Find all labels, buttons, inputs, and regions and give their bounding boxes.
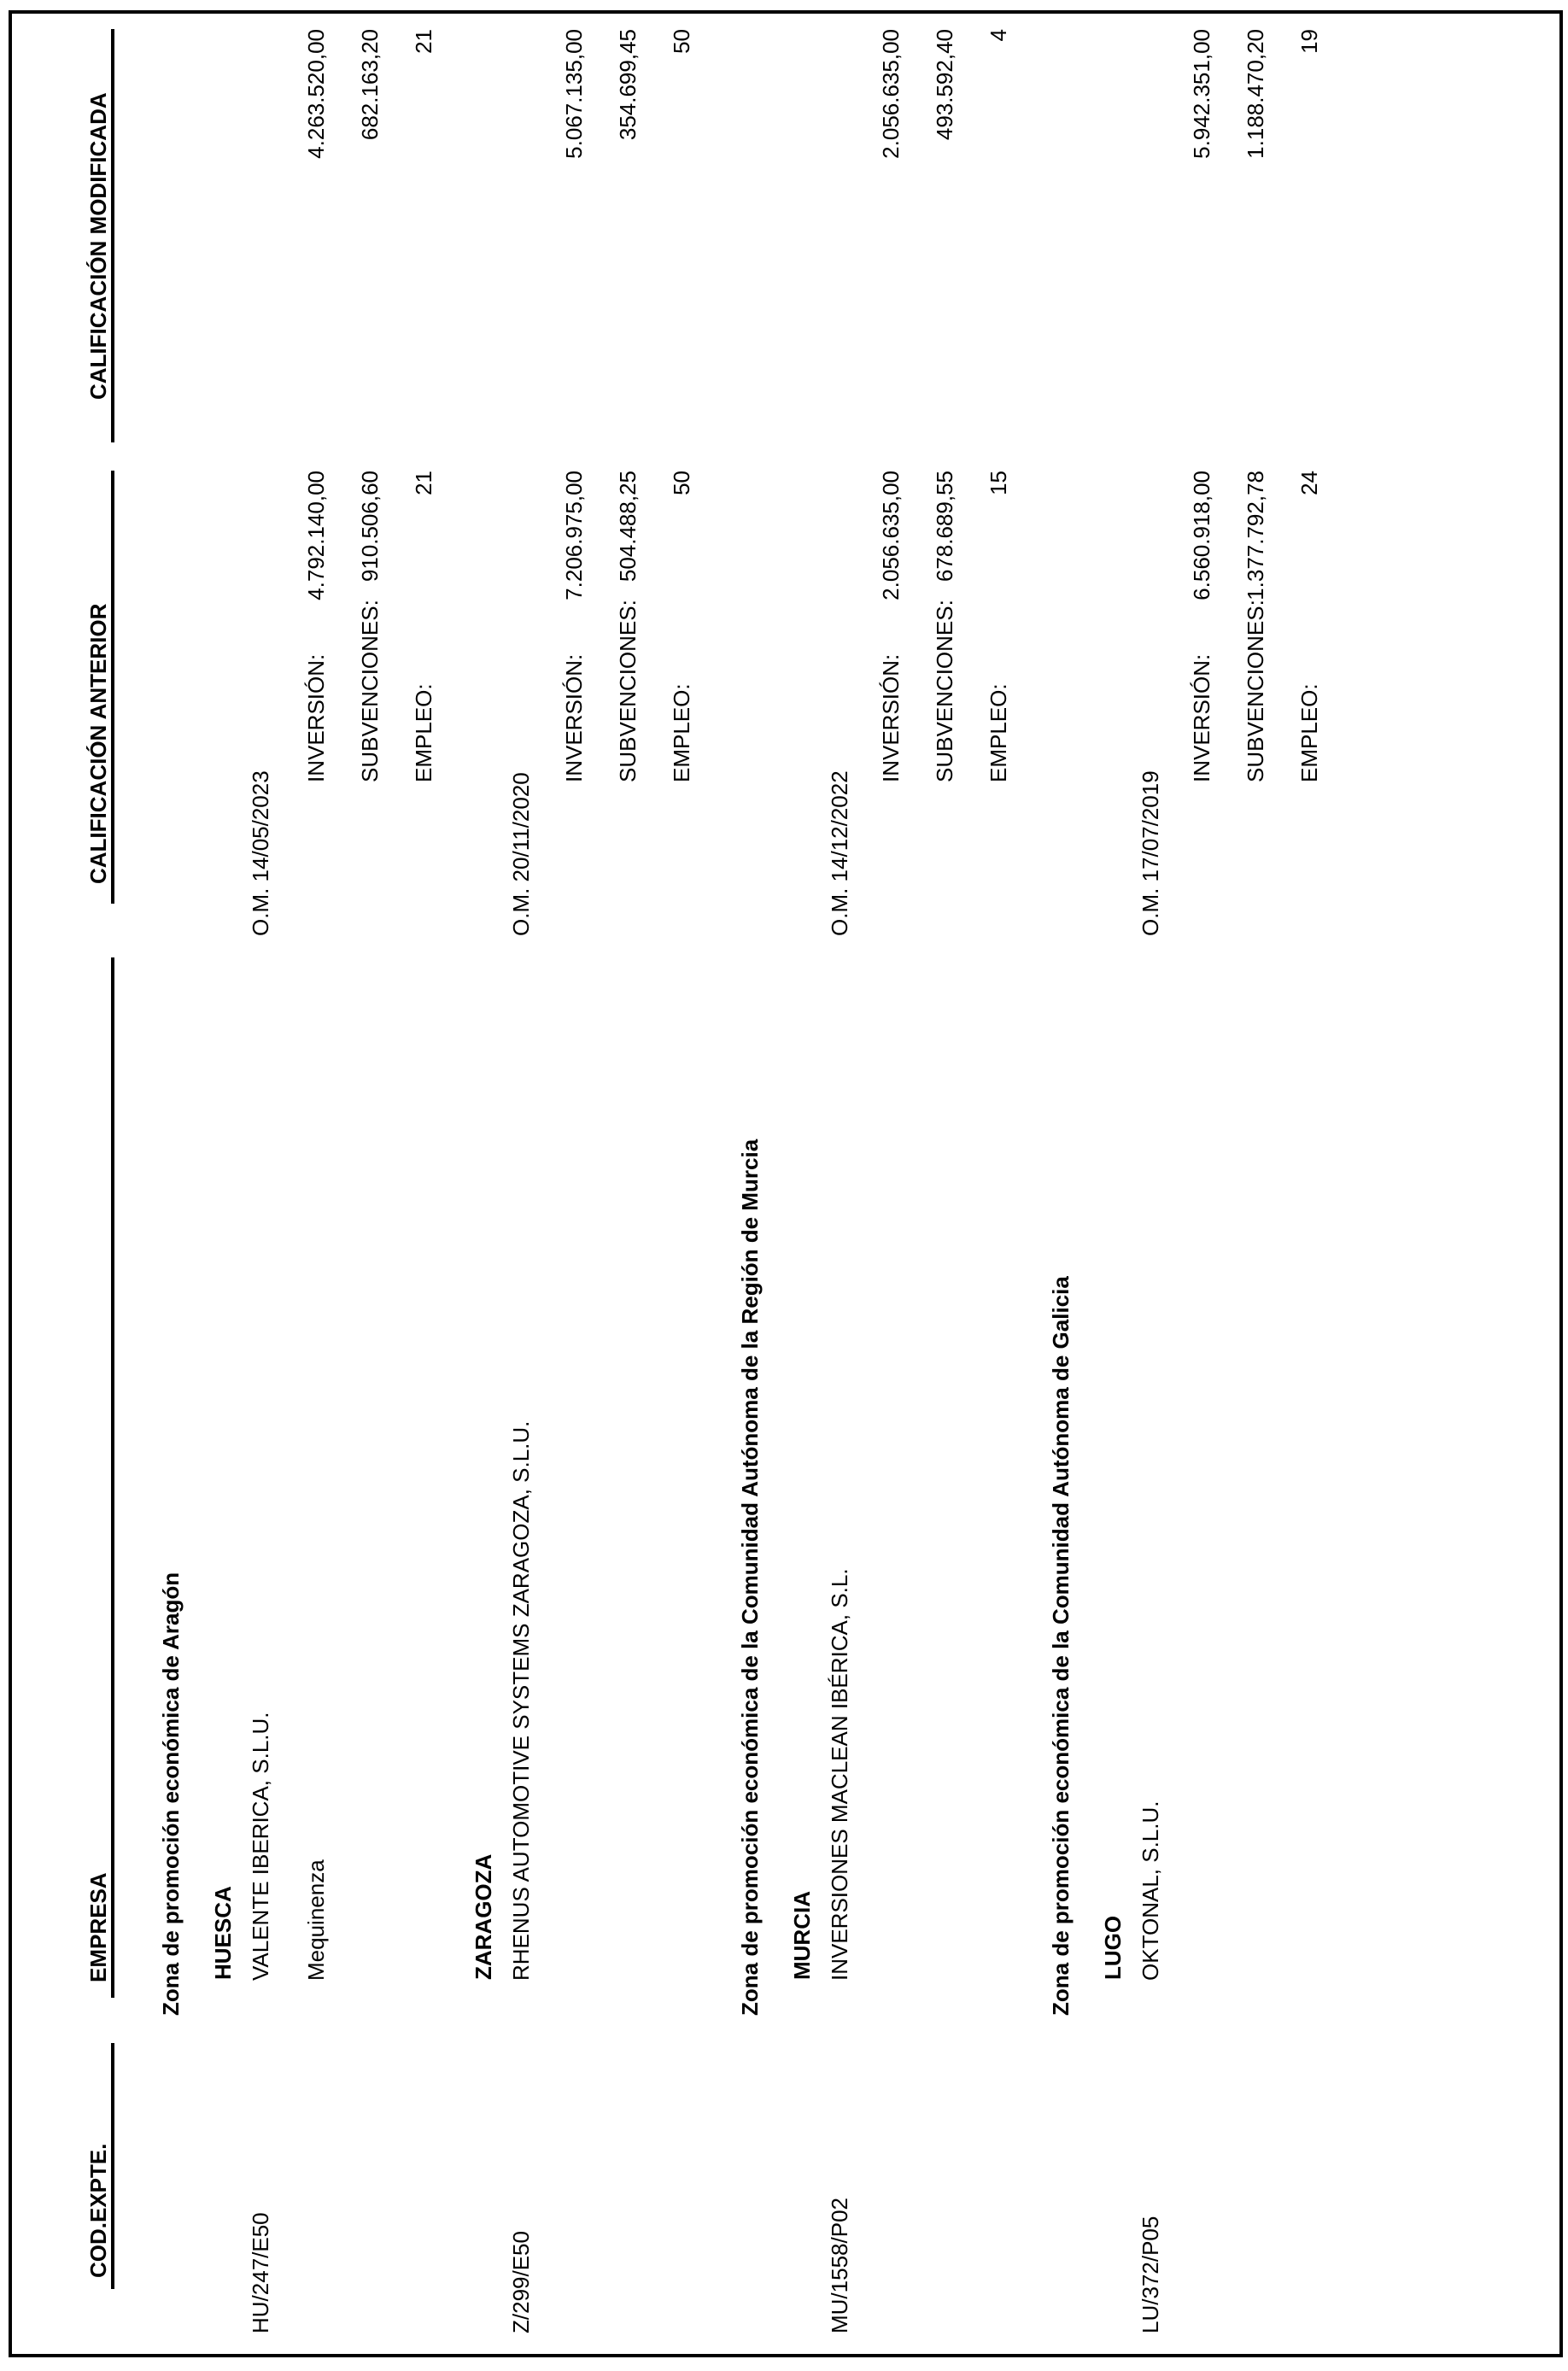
header-rule-modificada xyxy=(85,29,114,442)
row-label-subvenciones: SUBVENCIONES: xyxy=(357,600,383,782)
anterior-inversion-value: 2.056.635,00 xyxy=(878,471,904,600)
anterior-empleo-value: 15 xyxy=(986,471,1011,495)
anterior-empleo-value: 50 xyxy=(669,471,694,495)
modificada-inversion-value: 2.056.635,00 xyxy=(878,29,904,159)
header-rule-empresa xyxy=(85,957,114,1998)
anterior-empleo-value: 21 xyxy=(411,471,436,495)
row-label-empleo: EMPLEO: xyxy=(669,683,694,782)
anterior-empleo-value: 24 xyxy=(1296,471,1322,495)
anterior-inversion-value: 7.206.975,00 xyxy=(561,471,587,600)
company-name: VALENTE IBERICA, S.L.U. xyxy=(248,1712,273,1981)
province-heading: MURCIA xyxy=(789,1891,815,1980)
zone-heading-aragon: Zona de promoción económica de Aragón xyxy=(158,1572,184,2016)
modificada-inversion-value: 5.942.351,00 xyxy=(1189,29,1214,159)
entry-code: MU/1558/P02 xyxy=(827,2198,852,2333)
header-rule-cod-expte xyxy=(85,2043,114,2289)
entry-code: HU/247/E50 xyxy=(248,2212,273,2333)
zone-heading-murcia: Zona de promoción económica de la Comunidad Autónoma de la Región de Murcia xyxy=(737,1139,763,2016)
header-rule-anterior xyxy=(85,471,114,904)
entry-code: LU/372/P05 xyxy=(1138,2216,1163,2333)
anterior-inversion-value: 6.560.918,00 xyxy=(1189,471,1214,600)
row-label-empleo: EMPLEO: xyxy=(986,683,1011,782)
page-border-frame xyxy=(9,10,1563,2357)
order-date: O.M. 20/11/2020 xyxy=(508,772,534,936)
modificada-subvenciones-value: 354.699,45 xyxy=(615,29,641,141)
row-label-inversion: INVERSIÓN: xyxy=(1189,653,1214,782)
company-name: RHENUS AUTOMOTIVE SYSTEMS ZARAGOZA, S.L.U. xyxy=(508,1420,534,1981)
modificada-subvenciones-value: 493.592,40 xyxy=(932,29,957,141)
modificada-empleo-value: 19 xyxy=(1296,29,1322,54)
row-label-subvenciones: SUBVENCIONES: xyxy=(932,600,957,782)
row-label-subvenciones: SUBVENCIONES: xyxy=(1243,600,1268,782)
row-label-inversion: INVERSIÓN: xyxy=(878,653,904,782)
zone-heading-galicia: Zona de promoción económica de la Comunidad Autónoma de Galicia xyxy=(1048,1276,1074,2016)
order-date: O.M. 14/12/2022 xyxy=(827,770,852,936)
order-date: O.M. 17/07/2019 xyxy=(1138,770,1163,936)
anterior-inversion-value: 4.792.140,00 xyxy=(303,471,329,600)
modificada-empleo-value: 4 xyxy=(986,29,1011,42)
entry-code: Z/299/E50 xyxy=(508,2231,534,2333)
modificada-empleo-value: 21 xyxy=(411,29,436,54)
company-name: OKTONAL, S.L.U. xyxy=(1138,1800,1163,1981)
column-header-calificacion-modificada: CALIFICACIÓN MODIFICADA xyxy=(85,92,111,400)
province-heading: LUGO xyxy=(1100,1915,1126,1980)
modificada-empleo-value: 50 xyxy=(669,29,694,54)
province-heading: HUESCA xyxy=(210,1886,236,1980)
anterior-subvenciones-value: 910.506,60 xyxy=(357,471,383,583)
column-header-cod-expte: COD.EXPTE. xyxy=(85,2143,111,2278)
row-label-inversion: INVERSIÓN: xyxy=(303,653,329,782)
modificada-inversion-value: 4.263.520,00 xyxy=(303,29,329,159)
row-label-inversion: INVERSIÓN: xyxy=(561,653,587,782)
anterior-subvenciones-value: 678.689,55 xyxy=(932,471,957,583)
column-header-calificacion-anterior: CALIFICACIÓN ANTERIOR xyxy=(85,603,111,884)
row-label-subvenciones: SUBVENCIONES: xyxy=(615,600,641,782)
municipality: Mequinenza xyxy=(303,1859,329,1981)
anterior-subvenciones-value: 1.377.792,78 xyxy=(1243,471,1268,600)
anterior-subvenciones-value: 504.488,25 xyxy=(615,471,641,583)
column-header-empresa: EMPRESA xyxy=(85,1872,111,1982)
province-heading: ZARAGOZA xyxy=(471,1853,496,1980)
company-name: INVERSIONES MACLEAN IBÉRICA, S.L. xyxy=(827,1568,852,1981)
row-label-empleo: EMPLEO: xyxy=(411,683,436,782)
modificada-inversion-value: 5.067.135,00 xyxy=(561,29,587,159)
order-date: O.M. 14/05/2023 xyxy=(248,770,273,936)
modificada-subvenciones-value: 682.163,20 xyxy=(357,29,383,141)
row-label-empleo: EMPLEO: xyxy=(1296,683,1322,782)
modificada-subvenciones-value: 1.188.470,20 xyxy=(1243,29,1268,159)
